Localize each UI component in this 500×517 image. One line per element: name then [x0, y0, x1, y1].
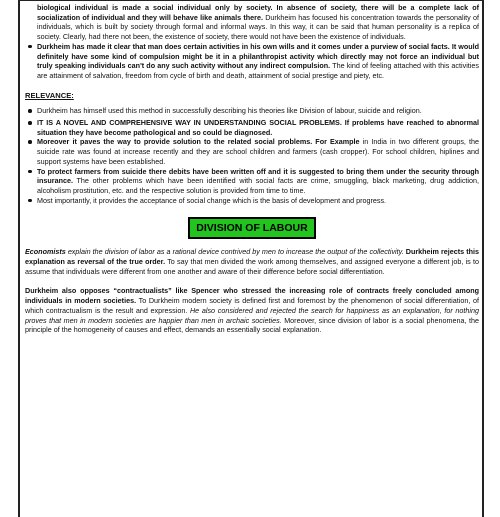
continued-bold-text: biological individual is made a social individual only by society. In absence of society, there will be a complete lack of socialization of individual and they will behave like animals there. [37, 3, 479, 22]
list-item [25, 196, 479, 206]
list-item [25, 137, 479, 166]
paragraph-gap [25, 276, 479, 286]
bullet-bold-text: Moreover it paves the way to provide solution to the related social problems. For Example [37, 137, 360, 147]
intro-bullet-list [25, 42, 479, 81]
bold-text: Durkheim also opposes “contractualists” like Spencer who stressed the increasing role of contracts freely concluded among individuals in modern societies. [25, 286, 479, 306]
relevance-bullet-list [25, 106, 479, 205]
plain-text: To Durkheim modern society is defined first and foremost by the phenomenon of social differentiation, of which contractualism is the result and expression. [25, 296, 479, 315]
list-item [25, 106, 479, 116]
plain-text: Moreover, since division of labor is a social phenomena, the principle of the homogeneity of causes and effect, demands an essentially social explanation. [25, 315, 480, 335]
division-paragraph-1 [25, 247, 479, 276]
bullet-bold-text: To protect farmers from suicide there debits have been written off and it is suggested to bring them under the security through insurance. [37, 166, 479, 186]
continued-plain-text: Durkheim has focused his concentration towards the personality of individuals, which is built by society through formal and informal ways. In this way, it can be said that human personality is a replica of society. Clearly, had there not been, the existence of society, there would not have been the existence of individuals. [37, 12, 480, 42]
italic-text: explain the division of labor as a rational device contrived by men to increase the output of the collectivity. [65, 247, 404, 257]
bullet-plain-text: The kind of feeling attached with this activities are attainment of salvation, freedom from cycle of birth and death, attainment of social prestige and piety, etc. [37, 61, 479, 80]
plain-text: To say that men divided the work among themselves, and assigned everyone a different job, is to assume that individuals were different from one another and aware of their difference before social differentiation. [25, 257, 479, 276]
bullet-text: Durkheim has himself used this method in successfully describing his theories like Division of labour, suicide and religion. [37, 106, 422, 116]
italic-text: He also considered and rejected the search for happiness as an explanation, for nothing proves that men in modern societies are happier than men in archaic societies. [25, 305, 479, 325]
section-title-wrap [25, 217, 479, 237]
section-title: DIVISION OF LABOUR [188, 217, 315, 239]
bold-text: Durkheim rejects this explanation as reversal of the true order. [25, 247, 479, 267]
relevance-heading: RELEVANCE: [25, 90, 74, 100]
bold-italic-text: Economists [25, 247, 66, 257]
division-paragraph-2 [25, 286, 479, 335]
document-page [25, 3, 479, 335]
bullet-text: Most importantly, it provides the acceptance of social change which is the basis of development and progress. [37, 195, 387, 205]
list-item [25, 118, 479, 137]
bullet-bold-text: Durkheim has made it clear that man does certain activities in his own wills and it comes under a purview of social facts. It would definitely have some kind of compulsion might be it in a philanthropist activity which directly may not force an individual but truly speaking individuals can't do any such activity without any indirect compulsion. [37, 41, 479, 71]
continued-paragraph [25, 3, 479, 42]
bullet-plain-text: The other problems which have been identified with social facts are crime, smuggling, black marketing, drug addiction, alcoholism prostitution, etc. and the respective solution is provided from time to time. [37, 176, 479, 195]
bullet-plain-text: in India in two different groups, the suicide rate was found at increase recently and they are school children and farmers (cash cropper). For school children, hiplines and support systems have been established. [37, 137, 479, 166]
bullet-bold-text: IT IS A NOVEL AND COMPREHENSIVE WAY IN UNDERSTANDING SOCIAL PROBLEMS. If problems have reached to abnormal situation they have become pathological and so could be diagnosed. [37, 118, 479, 137]
list-item [25, 167, 479, 196]
list-item [25, 42, 479, 81]
